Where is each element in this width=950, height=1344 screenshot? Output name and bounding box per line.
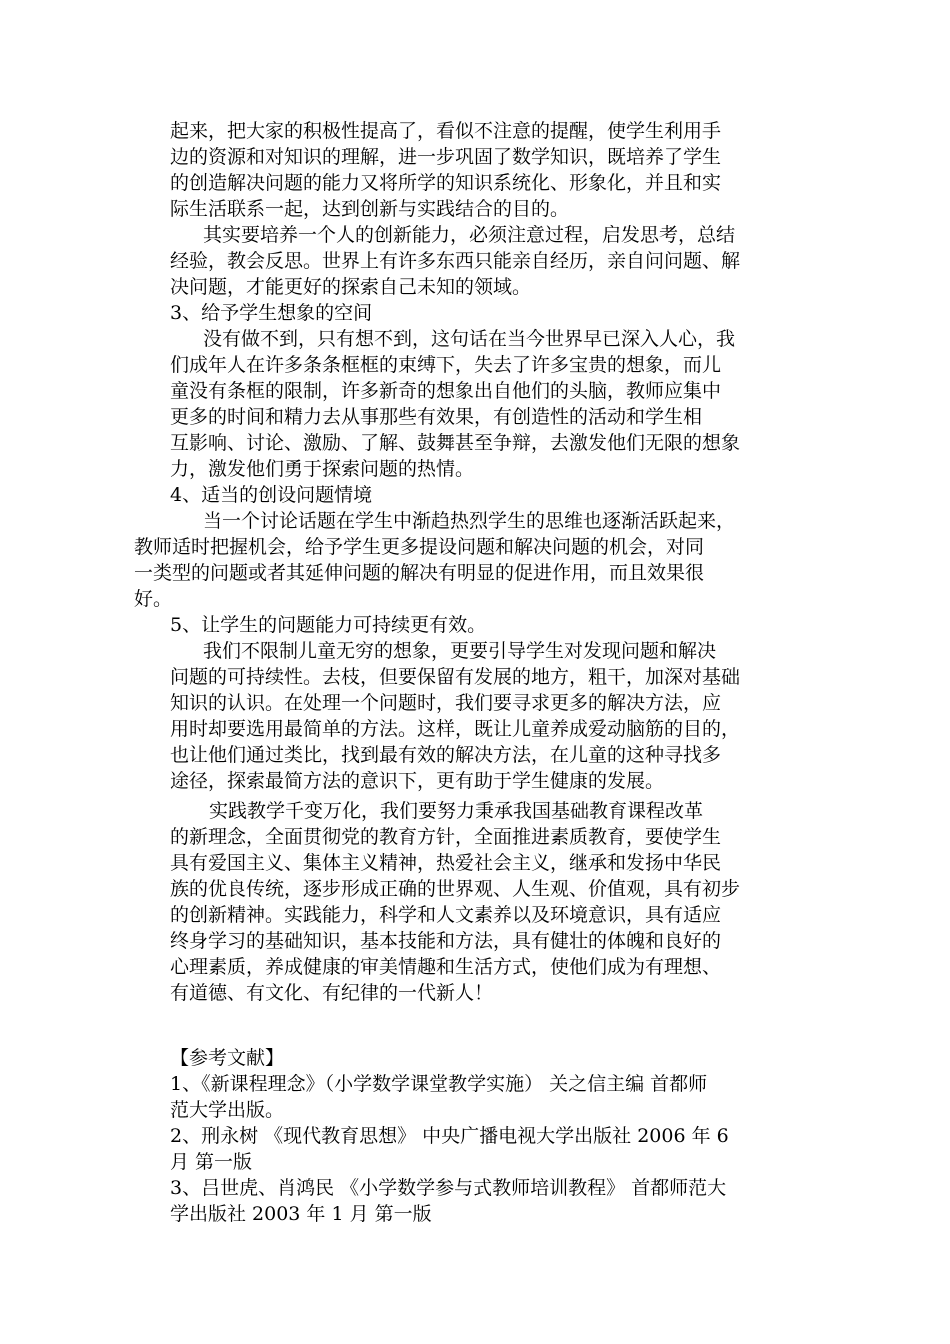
body-line: 的创新精神。实践能力，科学和人文素养以及环境意识，具有适应 xyxy=(170,904,722,926)
body-line: 途径，探索最简方法的意识下，更有助于学生健康的发展。 xyxy=(170,770,665,792)
body-line: 我们不限制儿童无穷的想象，更要引导学生对发现问题和解决 xyxy=(203,640,717,662)
body-line: 好。 xyxy=(134,588,173,610)
body-line: 的创造解决问题的能力又将所学的知识系统化、形象化，并且和实 xyxy=(170,172,722,194)
body-line: 互影响、讨论、激励、了解、鼓舞甚至争辩，去激发他们无限的想象 xyxy=(170,432,741,454)
body-line: 4、适当的创设问题情境 xyxy=(170,484,373,506)
body-line: 用时却要选用最简单的方法。这样，既让儿童养成爱动脑筋的目的， xyxy=(170,718,741,740)
body-line: 其实要培养一个人的创新能力，必须注意过程，启发思考，总结 xyxy=(203,224,736,246)
body-line: 知识的认识。在处理一个问题时，我们要寻求更多的解决方法，应 xyxy=(170,692,722,714)
body-line: 际生活联系一起，达到创新与实践结合的目的。 xyxy=(170,198,570,220)
body-line: 问题的可持续性。去枝，但要保留有发展的地方，粗干，加深对基础 xyxy=(170,666,741,688)
body-line: 一类型的问题或者其延伸问题的解决有明显的促进作用，而且效果很 xyxy=(134,562,705,584)
reference-line: 月 第一版 xyxy=(170,1151,253,1173)
body-line: 心理素质，养成健康的审美情趣和生活方式，使他们成为有理想、 xyxy=(170,956,722,978)
body-line: 有道德、有文化、有纪律的一代新人！ xyxy=(170,982,494,1004)
body-line: 终身学习的基础知识，基本技能和方法，具有健壮的体魄和良好的 xyxy=(170,930,722,952)
body-line: 5、让学生的问题能力可持续更有效。 xyxy=(170,614,487,636)
body-line: 族的优良传统，逐步形成正确的世界观、人生观、价值观，具有初步 xyxy=(170,878,741,900)
body-line: 决问题，才能更好的探索自己未知的领域。 xyxy=(170,276,532,298)
body-line: 力，激发他们勇于探索问题的热情。 xyxy=(170,458,475,480)
reference-line: 2、刑永树 《现代教育思想》 中央广播电视大学出版社 2006 年 6 xyxy=(170,1125,729,1147)
body-line: 教师适时把握机会，给予学生更多提设问题和解决问题的机会，对同 xyxy=(134,536,705,558)
body-line: 具有爱国主义、集体主义精神，热爱社会主义，继承和发扬中华民 xyxy=(170,852,722,874)
reference-line: 3、吕世虎、肖鸿民 《小学数学参与式教师培训教程》 首都师范大 xyxy=(170,1177,727,1199)
reference-line: 范大学出版。 xyxy=(170,1099,285,1121)
body-line: 也让他们通过类比，找到最有效的解决方法，在儿童的这种寻找多 xyxy=(170,744,722,766)
body-line: 童没有条框的限制，许多新奇的想象出自他们的头脑，教师应集中 xyxy=(170,380,722,402)
references-heading: 【参考文献】 xyxy=(170,1047,285,1069)
reference-line: 学出版社 2003 年 1 月 第一版 xyxy=(170,1203,432,1225)
body-line: 起来，把大家的积极性提高了，看似不注意的提醒，使学生利用手 xyxy=(170,120,722,142)
body-line: 更多的时间和精力去从事那些有效果，有创造性的活动和学生相 xyxy=(170,406,703,428)
body-line: 边的资源和对知识的理解，进一步巩固了数学知识，既培养了学生 xyxy=(170,146,722,168)
body-line: 没有做不到，只有想不到，这句话在当今世界早已深入人心，我 xyxy=(203,328,736,350)
body-line: 经验，教会反思。世界上有许多东西只能亲自经历，亲自问问题、解 xyxy=(170,250,741,272)
body-line: 3、给予学生想象的空间 xyxy=(170,302,373,324)
body-line: 实践教学千变万化，我们要努力秉承我国基础教育课程改革 xyxy=(209,800,704,822)
body-line: 的新理念，全面贯彻党的教育方针，全面推进素质教育，要使学生 xyxy=(170,826,722,848)
body-line: 当一个讨论话题在学生中渐趋热烈学生的思维也逐渐活跃起来， xyxy=(203,510,736,532)
reference-line: 1、《新课程理念》（小学数学课堂教学实施） 关之信主编 首都师 xyxy=(170,1073,708,1095)
body-line: 们成年人在许多条条框框的束缚下，失去了许多宝贵的想象，而儿 xyxy=(170,354,722,376)
